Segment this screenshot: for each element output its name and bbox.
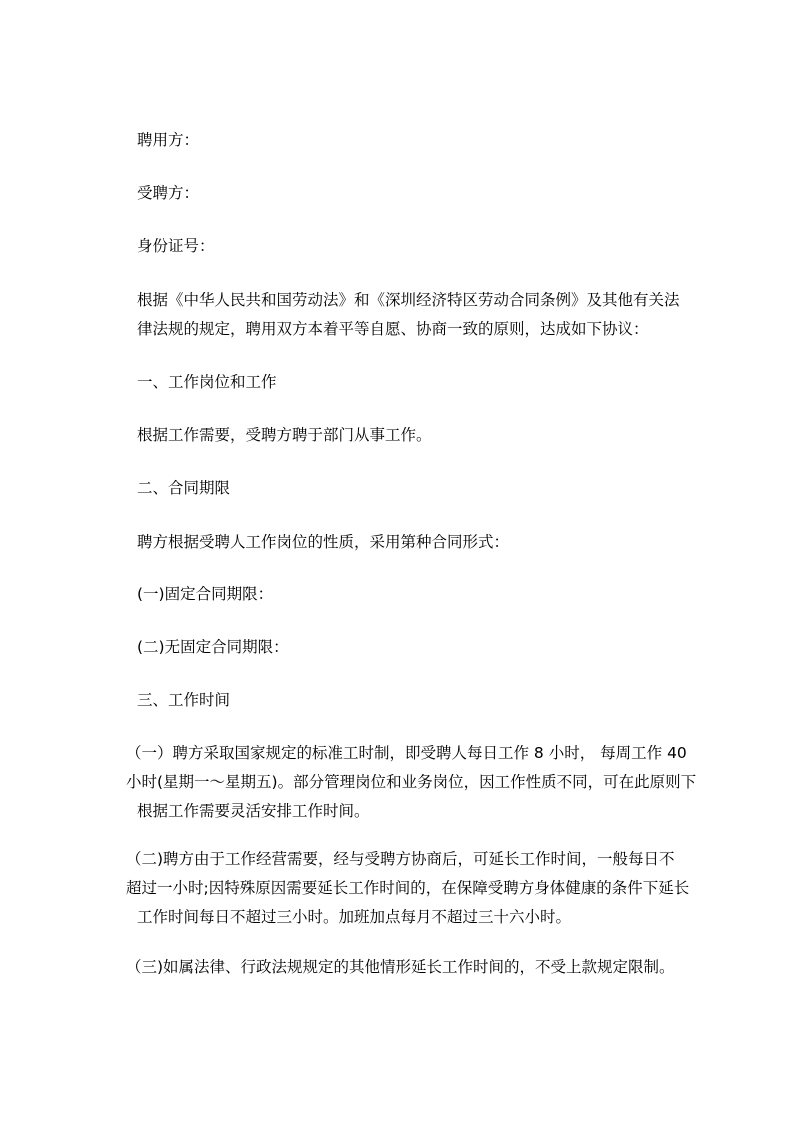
section2-item-open-term: (二)无固定合同期限： — [137, 638, 289, 656]
employer-label: 聘用方： — [137, 131, 200, 149]
section3-p1-line-2: 小时(星期一～星期五)。部分管理岗位和业务岗位，因工作性质不同，可在此原则下 — [126, 773, 697, 791]
section3-paragraph-1 — [126, 741, 706, 824]
section3-paragraph-3: （三)如属法律、行政法规规定的其他情形延长工作时间的，不受上款规定限制。 — [126, 958, 675, 976]
section3-title: 三、工作时间 — [137, 691, 231, 709]
section3-p1-line-3: 根据工作需要灵活安排工作时间。 — [137, 802, 370, 820]
intro-line-1: 根据《中华人民共和国劳动法》和《深圳经济特区劳动合同条例》及其他有关法 — [137, 291, 680, 309]
intro-line-2: 律法规的规定，聘用双方本着平等自愿、协商一致的原则，达成如下协议： — [137, 320, 649, 338]
section2-title: 二、合同期限 — [137, 479, 231, 497]
intro-paragraph — [137, 288, 717, 342]
section3-paragraph-2 — [126, 847, 706, 930]
section3-p1-line-1: （一）聘方采取国家规定的标准工时制，即受聘人每日工作 8 小时， 每周工作 40 — [126, 744, 687, 762]
section3-p2-line-3: 工作时间每日不超过三小时。加班加点每月不超过三十六小时。 — [137, 908, 572, 926]
section3-p2-line-1: （二)聘方由于工作经营需要，经与受聘方协商后，可延长工作时间，一般每日不 — [126, 850, 675, 868]
section3-p2-line-2: 超过一小时;因特殊原因需要延长工作时间的，在保障受聘方身体健康的条件下延长 — [126, 879, 690, 897]
section2-item-fixed-term: (一)固定合同期限： — [137, 585, 274, 603]
employee-label: 受聘方： — [137, 184, 200, 202]
section1-text: 根据工作需要，受聘方聘于部门从事工作。 — [137, 426, 432, 444]
section1-title: 一、工作岗位和工作 — [137, 373, 277, 391]
section2-text: 聘方根据受聘人工作岗位的性质，采用第种合同形式： — [137, 533, 510, 551]
id-number-label: 身份证号： — [137, 237, 215, 255]
